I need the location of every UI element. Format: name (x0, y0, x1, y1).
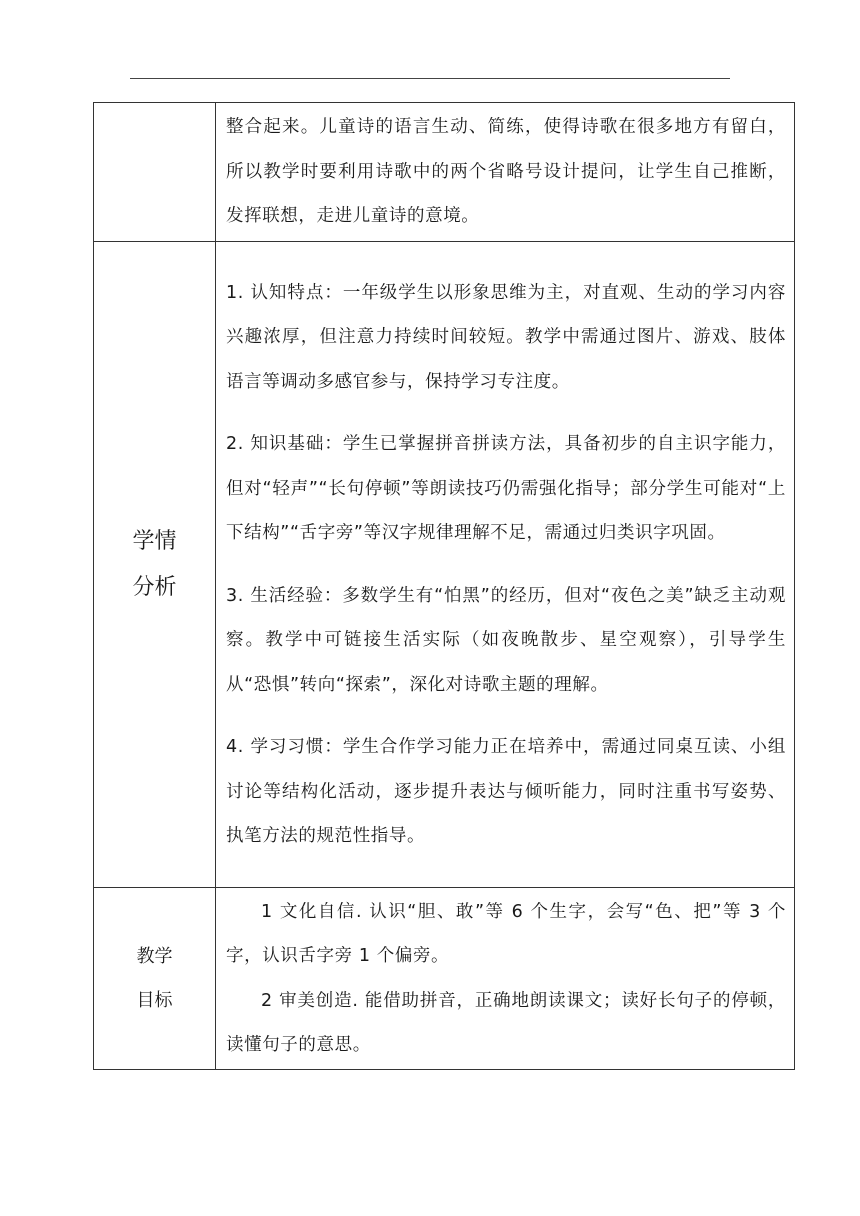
label-line: 学情 (132, 528, 177, 554)
row-label-empty (94, 103, 216, 242)
goal-paragraph-2: 2 审美创造. 能借助拼音，正确地朗读课文；读好长句子的停顿，读懂句子的意思。 (226, 990, 786, 1055)
row-label-teaching-goals (94, 888, 216, 1070)
analysis-paragraph-3: 3. 生活经验：多数学生有“怕黑”的经历，但对“夜色之美”缺乏主动观察。教学中可链接生活实际（如夜晚散步、星空观察），引导学生从“恐惧”转向“探索”，深化对诗歌主题的理解。 (226, 585, 786, 695)
row-content-learner-analysis (216, 242, 795, 888)
label-line: 教学 (136, 945, 173, 967)
analysis-paragraph-1: 1. 认知特点：一年级学生以形象思维为主，对直观、生动的学习内容兴趣浓厚，但注意力持续时间较短。教学中需通过图片、游戏、肢体语言等调动多感官参与，保持学习专注度。 (226, 282, 786, 392)
analysis-paragraph-4: 4. 学习习惯：学生合作学习能力正在培养中，需通过同桌互读、小组讨论等结构化活动，逐步提升表达与倾听能力，同时注重书写姿势、执笔方法的规范性指导。 (226, 737, 786, 846)
label-line: 分析 (132, 574, 177, 600)
label-line: 目标 (136, 989, 173, 1011)
analysis-paragraph-2: 2. 知识基础：学生已掌握拼音拼读方法，具备初步的自主识字能力，但对“轻声”“长句停顿”等朗读技巧仍需强化指导；部分学生可能对“上下结构”“舌字旁”等汉字规律理解不足，需通过归类识字巩固。 (226, 434, 786, 543)
table-row-teaching-goals (94, 888, 795, 1070)
lesson-plan-table (93, 102, 795, 1070)
continuation-paragraph: 整合起来。儿童诗的语言生动、简练，使得诗歌在很多地方有留白，所以教学时要利用诗歌中的两个省略号设计提问，让学生自己推断，发挥联想，走进儿童诗的意境。 (226, 117, 786, 227)
header-rule (130, 78, 730, 79)
table-row-continuation (94, 103, 795, 242)
goal-paragraph-1: 1 文化自信. 认识“胆、敢”等 6 个生字，会写“色、把”等 3 个字，认识舌字旁 1 个偏旁。 (226, 901, 786, 966)
row-content-teaching-goals (216, 888, 795, 1070)
row-label-learner-analysis (94, 242, 216, 888)
table-row-learner-analysis (94, 242, 795, 888)
row-content-continuation (216, 103, 795, 242)
